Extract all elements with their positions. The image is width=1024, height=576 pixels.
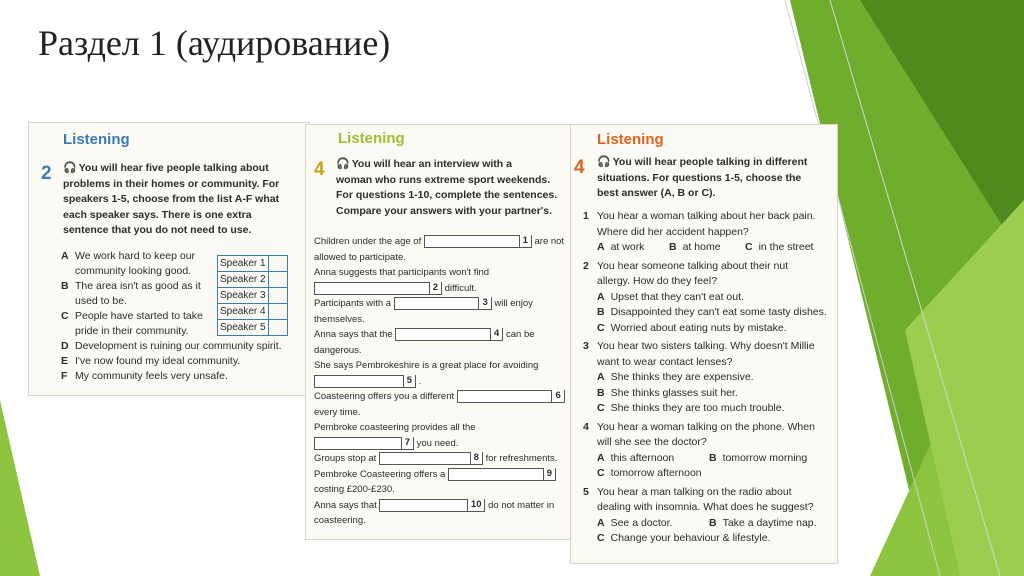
instruction-line: 🎧 You will hear five people talking about: [63, 162, 269, 174]
question: [583, 420, 835, 451]
listening-header: Listening: [338, 130, 405, 147]
question-text: allergy. How do they feel?: [597, 275, 718, 287]
option-f: F My community feels very unsafe.: [61, 370, 228, 382]
option-a: A We work hard to keep our: [61, 250, 196, 262]
listening-header: Listening: [597, 131, 664, 148]
speaker-label: Speaker 4: [218, 304, 269, 320]
answer-option[interactable]: B at home: [669, 241, 721, 253]
question-number: 5: [583, 485, 589, 498]
answer-box[interactable]: [268, 272, 287, 288]
answer-box[interactable]: [268, 288, 287, 304]
sentence-line: [314, 235, 564, 248]
answer-option[interactable]: A this afternoon: [597, 451, 675, 464]
instruction: [63, 161, 303, 239]
sentence-line: [314, 297, 533, 310]
sentence-text: Coasteering offers you a different: [314, 391, 457, 403]
sentence-text: do not matter in: [485, 499, 555, 511]
headphones-icon: 🎧: [336, 158, 350, 170]
question-number: 4: [583, 420, 589, 433]
answer-gap[interactable]: [424, 235, 532, 248]
sentence-text: Anna says that: [314, 499, 380, 511]
instruction: [597, 155, 833, 202]
question-text: You hear someone talking about their nut: [597, 259, 789, 272]
question-number: 2: [583, 259, 589, 272]
option-a-cont: community looking good.: [75, 265, 192, 277]
instruction-line: 🎧 You will hear people talking in different: [597, 156, 808, 168]
speaker-label: Speaker 3: [218, 288, 269, 304]
headphones-icon: 🎧: [63, 162, 77, 174]
listening-header: Listening: [63, 131, 130, 148]
option-e: E I've now found my ideal community.: [61, 355, 241, 367]
sentence-text: allowed to participate.: [314, 251, 406, 263]
sentence-line: [314, 483, 395, 496]
answer-option[interactable]: B tomorrow morning: [709, 451, 808, 464]
sentence-line: [314, 251, 406, 264]
sentence-line: [314, 375, 421, 388]
instruction: [336, 157, 572, 219]
answer-option[interactable]: B She thinks glasses suit her.: [597, 386, 738, 399]
answer-option[interactable]: A See a doctor.: [597, 516, 673, 529]
sentence-text: coasteering.: [314, 515, 366, 526]
sentence-line: [314, 390, 565, 403]
answer-option[interactable]: A She thinks they are expensive.: [597, 371, 754, 383]
question-text: will she see the doctor?: [597, 436, 707, 448]
answer-gap[interactable]: [379, 499, 485, 512]
gap-number: 9: [543, 468, 555, 480]
answer-option[interactable]: A at work: [597, 241, 645, 253]
instruction-line: best answer (A, B or C).: [597, 187, 716, 199]
gap-number: 5: [403, 375, 415, 387]
option-c-cont: pride in their community.: [75, 325, 189, 337]
speaker-label: Speaker 2: [218, 272, 269, 288]
gap-number: 2: [429, 282, 441, 294]
gap-number: 10: [467, 499, 485, 511]
speaker-label: Speaker 5: [218, 320, 269, 336]
answer-box[interactable]: [268, 256, 287, 272]
sentence-text: Pembroke coasteering provides all the: [314, 422, 476, 433]
exercise-number: 2: [41, 163, 52, 184]
sentence-line: [314, 328, 535, 341]
answer-gap[interactable]: [314, 282, 442, 295]
instruction-line: situations. For questions 1-5, choose the: [597, 171, 802, 184]
option-b: B The area isn't as good as it: [61, 280, 201, 292]
sentence-text: costing £200-£230.: [314, 484, 395, 495]
sentence-text: Anna says that the: [314, 329, 396, 341]
sentence-text: Pembroke Coasteering offers a: [314, 468, 448, 480]
answer-gap[interactable]: [314, 437, 414, 450]
answer-option[interactable]: A Upset that they can't eat out.: [597, 290, 744, 303]
sentence-line: [314, 266, 489, 279]
answer-gap[interactable]: [395, 328, 503, 341]
instruction-line: sentence that you do not need to use.: [63, 224, 252, 236]
answer-option[interactable]: B Take a daytime nap.: [709, 516, 817, 529]
instruction-line: Compare your answers with your partner's.: [336, 204, 553, 217]
answer-gap[interactable]: [457, 390, 565, 403]
sentence-line: [314, 468, 556, 481]
sentence-text: She says Pembrokeshire is a great place for avoiding: [314, 360, 539, 371]
answer-option[interactable]: B Disappointed they can't eat some tasty dishes.: [597, 306, 827, 318]
instruction-line: 🎧 You will hear an interview with a: [336, 158, 512, 170]
answer-gap[interactable]: [448, 468, 556, 481]
option-b-cont: used to be.: [75, 295, 127, 307]
gap-number: 3: [478, 297, 490, 309]
gap-number: 8: [470, 452, 482, 464]
sentence-text: themselves.: [314, 313, 365, 325]
question-text: You hear a woman talking on the phone. When: [597, 420, 815, 433]
gap-number: 7: [401, 437, 413, 449]
answer-option[interactable]: C Change your behaviour & lifestyle.: [597, 532, 771, 544]
sentence-text: Children under the age of: [314, 236, 424, 248]
sentence-text: are not: [531, 236, 565, 248]
headphones-icon: 🎧: [597, 156, 611, 168]
question: [583, 209, 835, 240]
question-text: You hear a woman talking about her back pain.: [597, 210, 816, 222]
gap-number: 4: [490, 328, 502, 340]
gap-number: 6: [551, 390, 563, 402]
sentence-line: [314, 514, 366, 527]
question-text: Where did her accident happen?: [597, 225, 749, 238]
answer-option[interactable]: C Worried about eating nuts by mistake.: [597, 321, 787, 334]
sentence-line: [314, 499, 554, 512]
instruction-line: For questions 1-10, complete the sentences.: [336, 189, 558, 201]
answer-box[interactable]: [268, 304, 287, 320]
sentence-line: [314, 313, 365, 326]
answer-box[interactable]: [268, 320, 287, 336]
answer-gap[interactable]: [394, 297, 492, 310]
exercise-number: 4: [574, 157, 585, 178]
exercise-number: 4: [314, 159, 325, 180]
sentence-line: [314, 344, 362, 357]
sentence-text: dangerous.: [314, 344, 362, 356]
question: [583, 485, 835, 516]
option-d: D Development is ruining our community spirit.: [61, 340, 282, 352]
question-number: 1: [583, 210, 589, 222]
speaker-label: Speaker 1: [218, 256, 269, 272]
question-number: 3: [583, 340, 589, 352]
question: [583, 339, 835, 370]
slide-title: Раздел 1 (аудирование): [38, 23, 391, 63]
sentence-text: Participants with a: [314, 298, 394, 310]
sentence-text: you need.: [414, 437, 459, 449]
question-text: want to wear contact lenses?: [597, 355, 733, 368]
sentence-line: [314, 406, 360, 419]
sentence-text: will enjoy: [491, 298, 533, 310]
question-text: dealing with insomnia. What does he suggest?: [597, 501, 814, 513]
sentence-line: [314, 359, 538, 372]
answer-option[interactable]: C She thinks they are too much trouble.: [597, 402, 785, 414]
sentence-text: .: [416, 375, 422, 387]
question-text: You hear a man talking on the radio about: [597, 485, 792, 498]
sentence-text: every time.: [314, 406, 361, 418]
sentence-line: [314, 282, 477, 295]
speaker-table: [217, 255, 288, 336]
instruction-line: speakers 1-5, choose from the list A-F what: [63, 193, 280, 205]
question-text: You hear two sisters talking. Why doesn't Millie: [597, 340, 815, 352]
sentence-text: difficult.: [442, 282, 477, 294]
sentence-text: can be: [503, 329, 535, 341]
gap-number: 1: [519, 235, 531, 247]
listening-card-1: [28, 122, 310, 396]
listening-card-3: [570, 124, 838, 564]
question: [583, 259, 835, 290]
sentence-text: Anna suggests that participants won't find: [314, 267, 490, 278]
answer-gap[interactable]: [314, 375, 416, 388]
sentence-line: [314, 437, 458, 450]
sentence-line: [314, 421, 476, 434]
sentence-text: for refreshments.: [482, 453, 558, 465]
sentence-text: Groups stop at: [314, 453, 379, 465]
instruction-line: woman who runs extreme sport weekends.: [336, 173, 551, 186]
instruction-line: problems in their homes or community. For: [63, 177, 280, 190]
option-c: C People have started to take: [61, 310, 203, 322]
listening-card-2: [305, 124, 573, 540]
answer-gap[interactable]: [379, 452, 483, 465]
instruction-line: each speaker says. There is one extra: [63, 208, 252, 221]
sentence-line: [314, 452, 557, 465]
answer-option[interactable]: C in the street: [745, 241, 814, 253]
answer-option[interactable]: C tomorrow afternoon: [597, 467, 702, 479]
